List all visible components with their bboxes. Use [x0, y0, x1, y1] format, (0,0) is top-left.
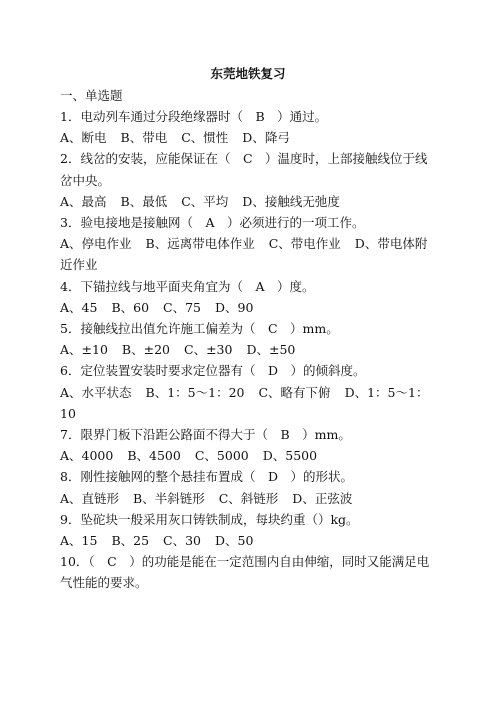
- option: D、降弓: [242, 130, 290, 146]
- option: B、25: [111, 533, 150, 549]
- option: B、60: [111, 299, 150, 315]
- option-row: [60, 297, 438, 318]
- option: A、最高: [60, 193, 107, 209]
- option: B、1：5～1：20: [145, 384, 245, 400]
- section-heading: 一、单选题: [60, 88, 123, 103]
- option: C、略有下俯: [258, 384, 331, 400]
- option: C、30: [163, 533, 202, 549]
- question-stem: 5．接触线拉出值允许施工偏差为（ C ）mm。: [60, 321, 339, 337]
- question-stem: 2．线岔的安装，应能保证在（ C ）温度时，上部接触线位于线岔中央。: [60, 151, 428, 188]
- option: D、±50: [246, 342, 296, 358]
- option: B、±20: [121, 342, 170, 358]
- option: D、50: [215, 533, 254, 549]
- option-row: [60, 127, 438, 148]
- option: D、正弦波: [292, 490, 353, 506]
- question-stem: 3．验电接地是接触网（ A ）必须进行的一项工作。: [60, 215, 365, 231]
- question-stem: 1．电动列车通过分段绝缘器时（ B ）通过。: [60, 109, 328, 124]
- option-row: [60, 530, 438, 551]
- option: A、水平状态: [60, 384, 132, 400]
- option: C、75: [163, 299, 202, 315]
- option-row: [60, 233, 438, 275]
- option: A、断电: [60, 130, 107, 146]
- question-stem: 8．刚性接触网的整个悬挂布置成（ D ）的形状。: [60, 469, 353, 485]
- question-list: [60, 106, 438, 594]
- question-stem: 6．定位装置安装时要求定位器有（ D ）的倾斜度。: [60, 363, 366, 379]
- option: D、1：5～1：10: [60, 384, 429, 421]
- option: C、斜链形: [218, 490, 279, 506]
- option: A、45: [60, 299, 98, 315]
- option: A、直链形: [60, 490, 120, 506]
- option: A、4000: [60, 448, 114, 464]
- option: C、5000: [194, 448, 249, 464]
- option: D、5500: [262, 448, 318, 464]
- option: B、半斜链形: [133, 490, 205, 506]
- option: A、±10: [60, 342, 108, 358]
- question-stem: 10．（ C ）的功能是能在一定范围内自由伸缩，同时又能满足电气性能的要求。: [60, 554, 430, 591]
- question-stem: 9．坠砣块一般采用灰口铸铁制成，每块约重（）kg。: [60, 511, 359, 527]
- option: C、±30: [184, 342, 233, 358]
- document-title: 东莞地铁复习: [210, 66, 286, 81]
- option: A、停电作业: [60, 236, 132, 252]
- option-row: [60, 445, 438, 466]
- option: B、最低: [120, 193, 168, 209]
- option: C、带电作业: [268, 236, 341, 252]
- option-row: [60, 339, 438, 360]
- option: B、远离带电体作业: [145, 236, 255, 252]
- option-row: [60, 488, 438, 509]
- option: D、接触线无弛度: [242, 193, 340, 209]
- option: B、带电: [120, 130, 168, 146]
- option: D、带电体附近作业: [60, 236, 428, 273]
- option: A、15: [60, 533, 98, 549]
- option-row: [60, 191, 438, 212]
- question-stem: 7．限界门板下沿距公路面不得大于（ B ）mm。: [60, 427, 351, 443]
- option-row: [60, 382, 438, 424]
- option: B、4500: [127, 448, 181, 464]
- option: C、平均: [181, 193, 229, 209]
- option: D、90: [215, 299, 254, 315]
- option: C、惯性: [181, 130, 229, 146]
- question-stem: 4．下锚拉线与地平面夹角宜为（ A ）度。: [60, 278, 315, 294]
